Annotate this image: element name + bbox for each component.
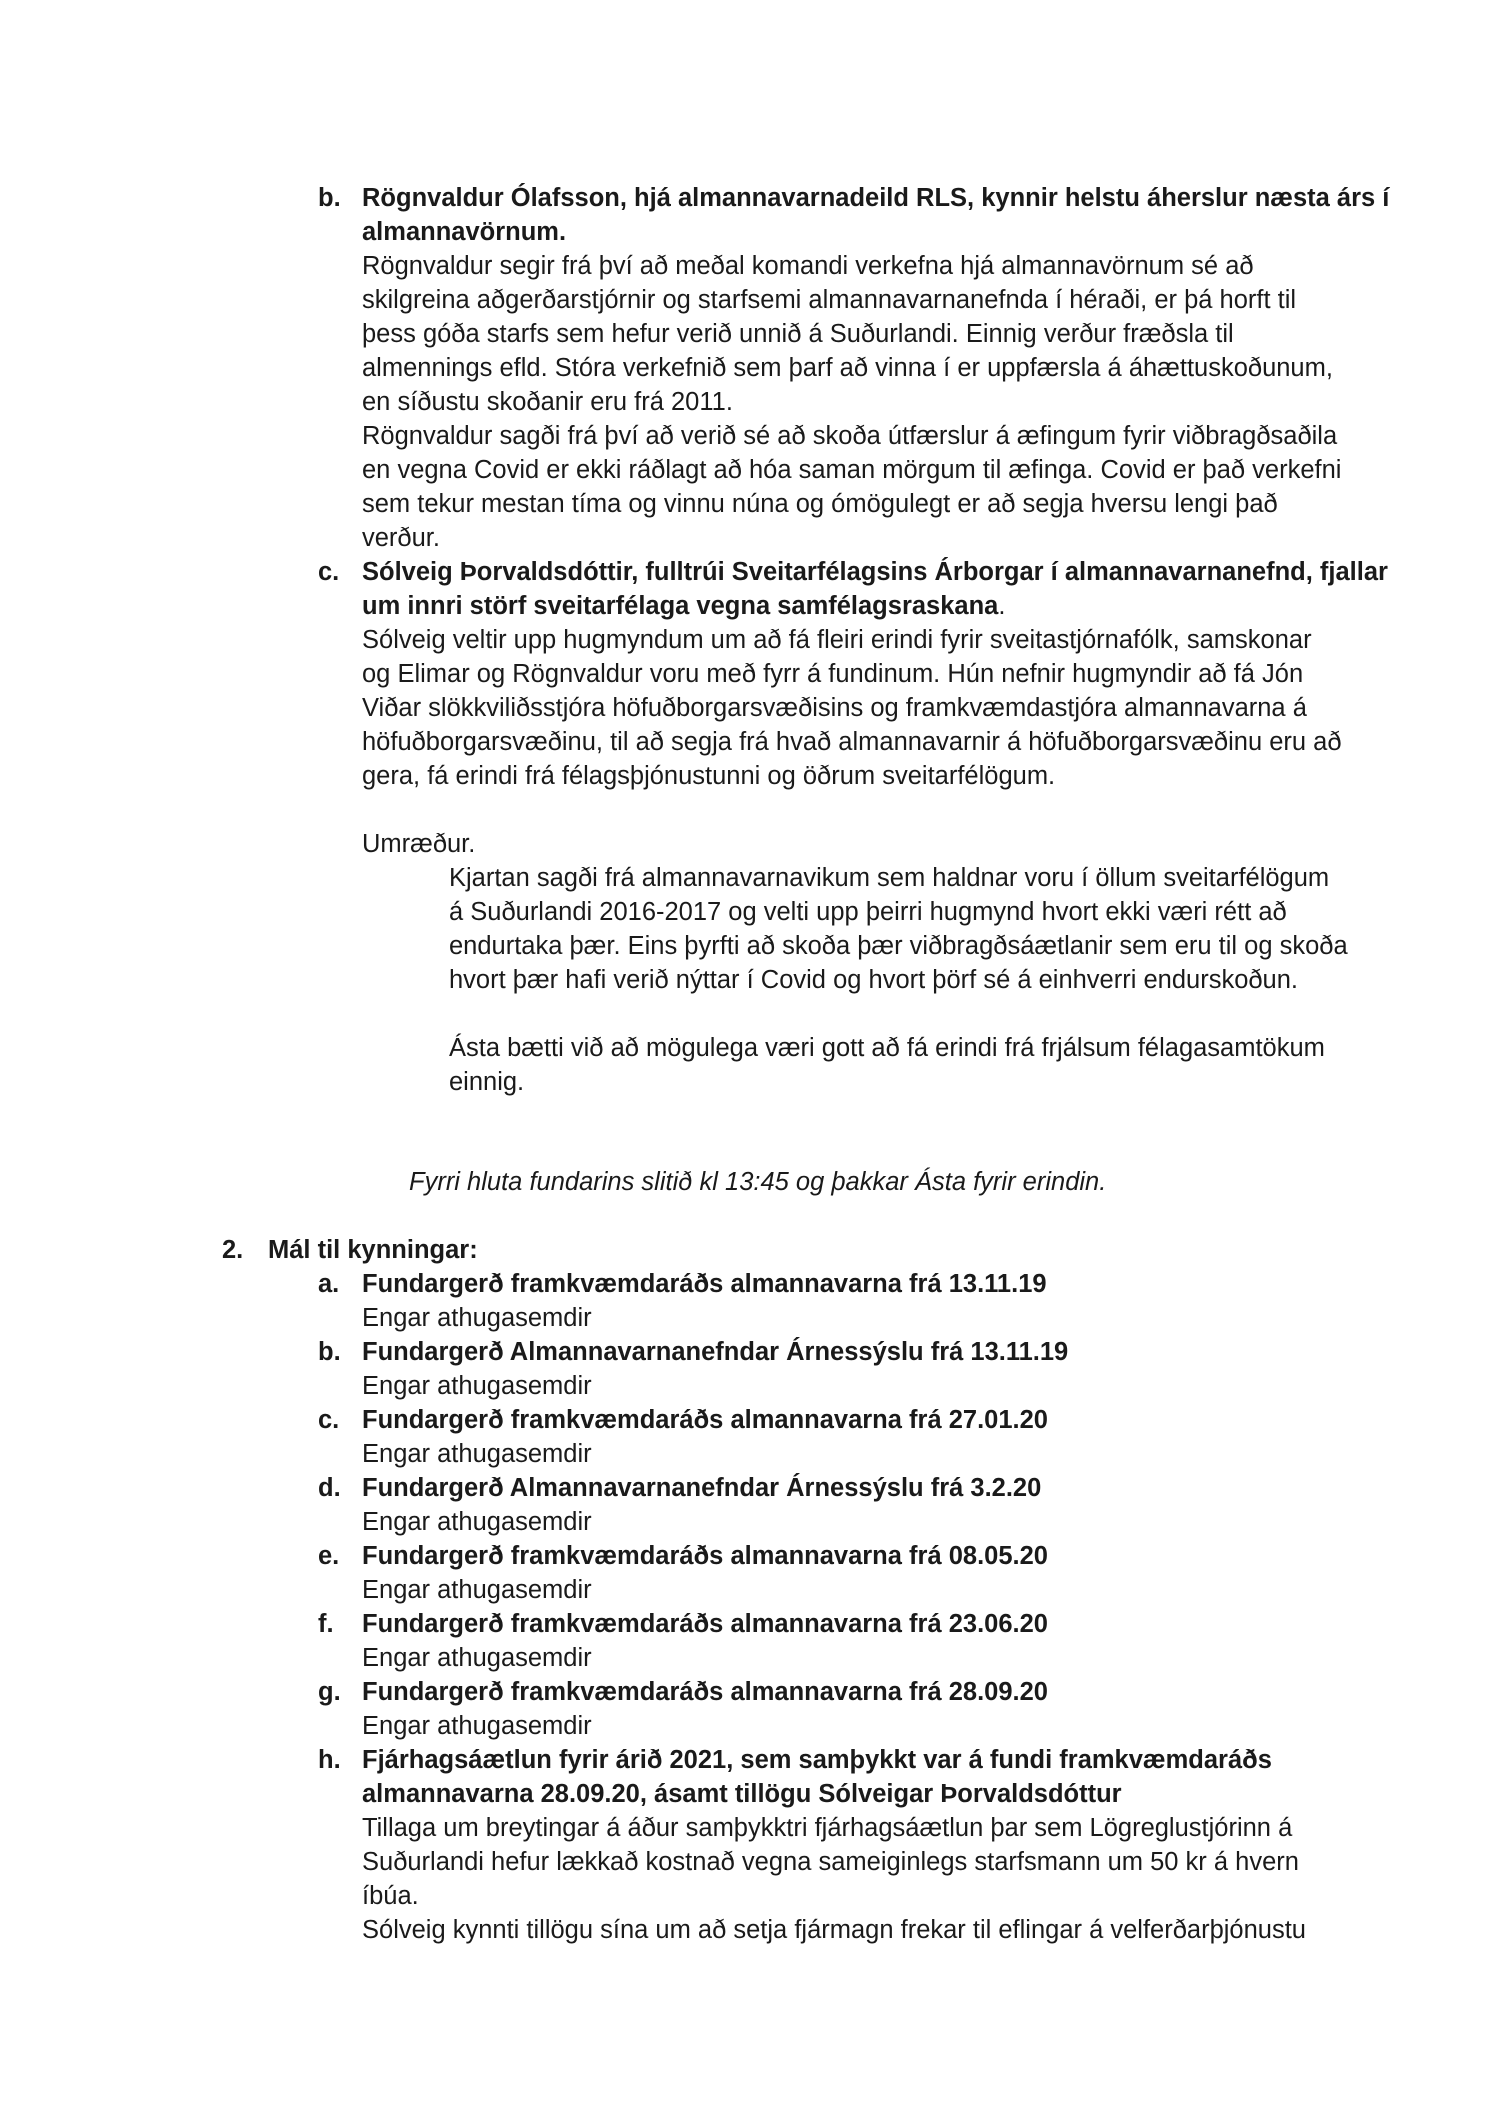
section-2-item-marker: e. xyxy=(318,1542,340,1570)
section-2-item-h xyxy=(362,1743,1306,1947)
item-c-marker: c. xyxy=(318,558,340,586)
item-b-text-line: en vegna Covid er ekki ráðlagt að hóa saman mörgum til æfinga. Covid er það verkefni xyxy=(362,456,1342,484)
section-2-item xyxy=(362,1335,1068,1403)
item-b-marker: b. xyxy=(318,184,341,212)
section-2-item xyxy=(362,1607,1048,1675)
item-title: Fundargerð framkvæmdaráðs almannavarna frá 27.01.20 xyxy=(362,1406,1048,1434)
discussion-text-line: á Suðurlandi 2016-2017 og velti upp þeirri hugmynd hvort ekki væri rétt að xyxy=(449,898,1287,926)
item-title: Fundargerð Almannavarnanefndar Árnessýslu frá 3.2.20 xyxy=(362,1474,1042,1502)
discussion-text-line: endurtaka þær. Eins þyrfti að skoða þær viðbragðsáætlanir sem eru til og skoða xyxy=(449,932,1348,960)
item-c-text-line: og Elimar og Rögnvaldur voru með fyrr á fundinum. Hún nefnir hugmyndir að fá Jón xyxy=(362,660,1304,688)
section-2-item xyxy=(362,1471,1041,1539)
item-h-heading-line: Fjárhagsáætlun fyrir árið 2021, sem samþykkt var á fundi framkvæmdaráðs xyxy=(362,1746,1272,1774)
section-2-item-marker: a. xyxy=(318,1270,340,1298)
item-c xyxy=(362,555,1388,793)
item-h-text-line: íbúa. xyxy=(362,1882,419,1910)
section-2-title: Mál til kynningar: xyxy=(268,1236,478,1264)
item-note: Engar athugasemdir xyxy=(362,1644,592,1672)
item-c-heading-line: Sólveig Þorvaldsdóttir, fulltrúi Sveitarfélagsins Árborgar í almannavarnanefnd, fjallar xyxy=(362,558,1388,586)
section-2-item xyxy=(362,1675,1048,1743)
item-c-heading-line-2 xyxy=(362,589,1388,623)
item-c-text-line: Viðar slökkviliðsstjóra höfuðborgarsvæðisins og framkvæmdastjóra almannavarna á xyxy=(362,694,1307,722)
item-b-heading-line: Rögnvaldur Ólafsson, hjá almannavarnadeild RLS, kynnir helstu áherslur næsta árs í xyxy=(362,184,1390,212)
item-c-text-line: Sólveig veltir upp hugmyndum um að fá fleiri erindi fyrir sveitastjórnafólk, samskonar xyxy=(362,626,1312,654)
section-2-item xyxy=(362,1539,1048,1607)
item-note: Engar athugasemdir xyxy=(362,1712,592,1740)
item-b-text-line: en síðustu skoðanir eru frá 2011. xyxy=(362,388,733,416)
section-2-item xyxy=(362,1403,1048,1471)
section-2-item-marker: f. xyxy=(318,1610,334,1638)
item-h-text-line: Sólveig kynnti tillögu sína um að setja fjármagn frekar til eflingar á velferðarþjónustu xyxy=(362,1916,1306,1944)
item-c-text-line: höfuðborgarsvæðinu, til að segja frá hvað almannavarnir á höfuðborgarsvæðinu eru að xyxy=(362,728,1342,756)
section-2-item-marker: b. xyxy=(318,1338,341,1366)
item-title: Fundargerð framkvæmdaráðs almannavarna frá 28.09.20 xyxy=(362,1678,1048,1706)
item-c-heading-text: um innri störf sveitarfélaga vegna samfélagsraskana xyxy=(362,592,999,620)
item-note: Engar athugasemdir xyxy=(362,1304,592,1332)
item-note: Engar athugasemdir xyxy=(362,1576,592,1604)
section-2-number: 2. xyxy=(222,1236,244,1264)
discussion-text-line: Ásta bætti við að mögulega væri gott að fá erindi frá frjálsum félagasamtökum xyxy=(449,1034,1325,1062)
item-b-text-line: þess góða starfs sem hefur verið unnið á Suðurlandi. Einnig verður fræðsla til xyxy=(362,320,1234,348)
item-b-text-line: sem tekur mestan tíma og vinnu núna og ómögulegt er að segja hversu lengi það xyxy=(362,490,1278,518)
item-note: Engar athugasemdir xyxy=(362,1440,592,1468)
item-b-text-line: almennings efld. Stóra verkefnið sem þarf að vinna í er uppfærsla á áhættuskoðunum, xyxy=(362,354,1333,382)
section-2-item-h-marker: h. xyxy=(318,1746,341,1774)
item-h-text-line: Suðurlandi hefur lækkað kostnað vegna sameiginlegs starfsmann um 50 kr á hvern xyxy=(362,1848,1299,1876)
discussion-text-line: Kjartan sagði frá almannavarnavikum sem haldnar voru í öllum sveitarfélögum xyxy=(449,864,1330,892)
section-2-item-marker: d. xyxy=(318,1474,341,1502)
item-b-text-line: Rögnvaldur sagði frá því að verið sé að skoða útfærslur á æfingum fyrir viðbragðsaðila xyxy=(362,422,1338,450)
item-title: Fundargerð framkvæmdaráðs almannavarna frá 13.11.19 xyxy=(362,1270,1047,1298)
item-c-text-line: gera, fá erindi frá félagsþjónustunni og öðrum sveitarfélögum. xyxy=(362,762,1056,790)
discussion-paragraph xyxy=(449,1031,1325,1099)
item-h-text-line: Tillaga um breytingar á áður samþykktri fjárhagsáætlun þar sem Lögreglustjórinn á xyxy=(362,1814,1293,1842)
item-title: Fundargerð framkvæmdaráðs almannavarna frá 08.05.20 xyxy=(362,1542,1048,1570)
section-2-item xyxy=(362,1267,1047,1335)
item-title: Fundargerð framkvæmdaráðs almannavarna frá 23.06.20 xyxy=(362,1610,1048,1638)
item-b-heading-line: almannavörnum. xyxy=(362,218,567,246)
item-b xyxy=(362,181,1389,555)
discussion-text-line: hvort þær hafi verið nýttar í Covid og hvort þörf sé á einhverri endurskoðun. xyxy=(449,966,1299,994)
item-h-heading-line: almannavarna 28.09.20, ásamt tillögu Sólveigar Þorvaldsdóttur xyxy=(362,1780,1122,1808)
discussion-paragraph xyxy=(449,861,1348,997)
discussion-label: Umræður. xyxy=(362,830,476,858)
item-note: Engar athugasemdir xyxy=(362,1508,592,1536)
section-2-item-marker: g. xyxy=(318,1678,341,1706)
discussion-text-line: einnig. xyxy=(449,1068,525,1096)
closing-note: Fyrri hluta fundarins slitið kl 13:45 og þakkar Ásta fyrir erindin. xyxy=(409,1168,1107,1196)
item-b-text-line: Rögnvaldur segir frá því að meðal komandi verkefna hjá almannavörnum sé að xyxy=(362,252,1254,280)
item-b-text-line: verður. xyxy=(362,524,440,552)
item-title: Fundargerð Almannavarnanefndar Árnessýslu frá 13.11.19 xyxy=(362,1338,1069,1366)
item-b-text-line: skilgreina aðgerðarstjórnir og starfsemi almannavarnanefnda í héraði, er þá horft til xyxy=(362,286,1297,314)
item-note: Engar athugasemdir xyxy=(362,1372,592,1400)
item-c-heading-period: . xyxy=(998,592,1006,620)
section-2-item-marker: c. xyxy=(318,1406,340,1434)
